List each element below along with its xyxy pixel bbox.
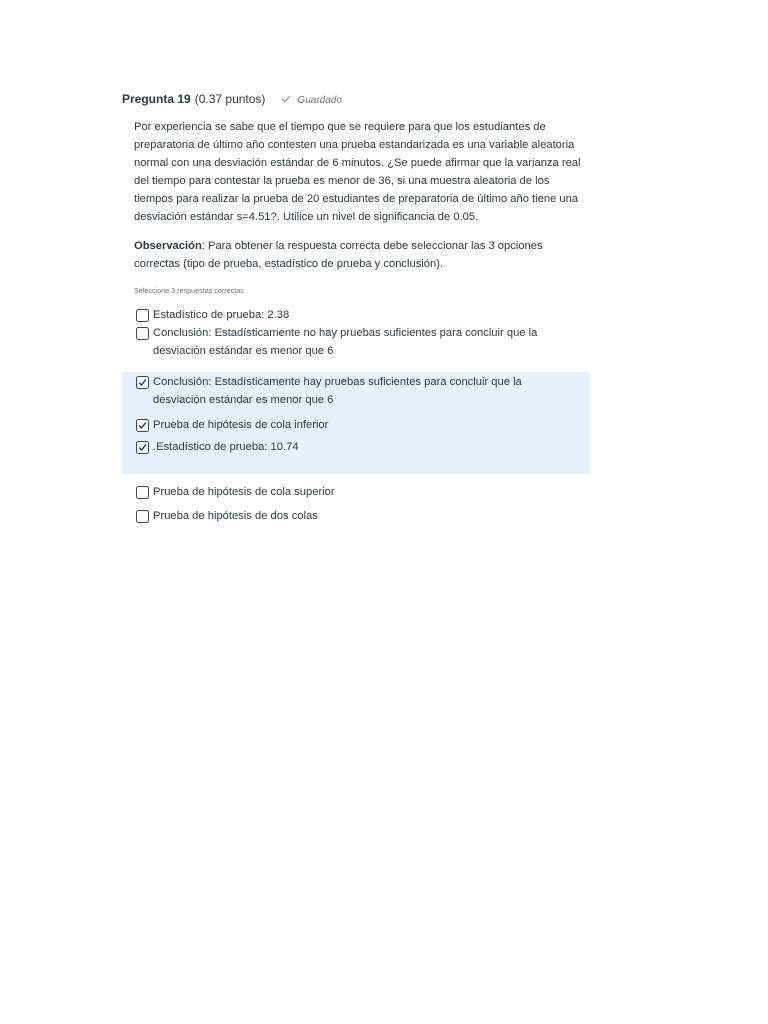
answer-checkbox[interactable] (136, 327, 149, 340)
answer-option[interactable] (122, 372, 590, 409)
answer-label[interactable]: .Estadístico de prueba: 10.74 (153, 441, 299, 453)
answer-instructions: Seleccione 3 respuestas correctas (134, 286, 244, 295)
answer-label[interactable]: Estadístico de prueba: 2.38 (153, 309, 290, 321)
question-header (122, 92, 590, 112)
answer-option[interactable] (122, 306, 590, 324)
answer-label[interactable]: Conclusión: Estadísticamente no hay pruebas suficientes para concluir que la desviación estándar es menor que 6 (153, 327, 538, 357)
saved-status-label: Guardado (297, 95, 342, 106)
answer-label[interactable]: Conclusión: Estadísticamente hay pruebas suficientes para concluir que la desviación estándar es menor que 6 (153, 376, 522, 406)
answer-checkbox[interactable] (136, 441, 149, 454)
answer-checkbox[interactable] (136, 309, 149, 322)
answer-option[interactable] (122, 324, 590, 360)
answer-checkbox[interactable] (136, 486, 149, 499)
answer-option[interactable] (122, 483, 590, 501)
answer-option[interactable] (122, 438, 590, 456)
checkmark-icon (138, 421, 147, 430)
checkmark-icon (281, 94, 291, 104)
answer-option[interactable] (122, 416, 590, 434)
question-points: (0.37 puntos) (194, 92, 266, 106)
question-container (122, 92, 590, 525)
answer-checkbox[interactable] (136, 510, 149, 523)
checkmark-icon (138, 443, 147, 452)
selected-answers-group (122, 372, 590, 474)
saved-status (281, 93, 341, 106)
answer-option[interactable] (122, 507, 590, 525)
note-label: Observación (134, 240, 202, 252)
answer-label[interactable]: Prueba de hipótesis de dos colas (153, 510, 318, 522)
question-text: Por experiencia se sabe que el tiempo que se requiere para que los estudiantes de preparatoria de último año contesten una prueba estandarizada es una variable aleatoria normal con una desviación estándar de 6 minutos. ¿Se puede afirmar que la varianza real del tiempo para contestar la prueba es menor de 36, si una muestra aleatoria de los tiempos para realizar la prueba de 20 estudiantes de preparatoria de último año tiene una desviación estándar s=4.51?. Utilice un nivel de significancia de 0.05. (134, 121, 581, 223)
answer-label[interactable]: Prueba de hipótesis de cola inferior (153, 419, 329, 431)
checkmark-icon (138, 378, 147, 387)
question-title: Pregunta 19 (122, 92, 191, 106)
answer-checkbox[interactable] (136, 376, 149, 389)
answer-label[interactable]: Prueba de hipótesis de cola superior (153, 486, 335, 498)
question-body (134, 118, 590, 525)
question-note (134, 237, 590, 273)
answer-checkbox[interactable] (136, 419, 149, 432)
answer-list (122, 306, 590, 525)
note-text: : Para obtener la respuesta correcta debe seleccionar las 3 opciones correctas (tipo de prueba, estadístico de prueba y conclusión). (134, 240, 543, 270)
